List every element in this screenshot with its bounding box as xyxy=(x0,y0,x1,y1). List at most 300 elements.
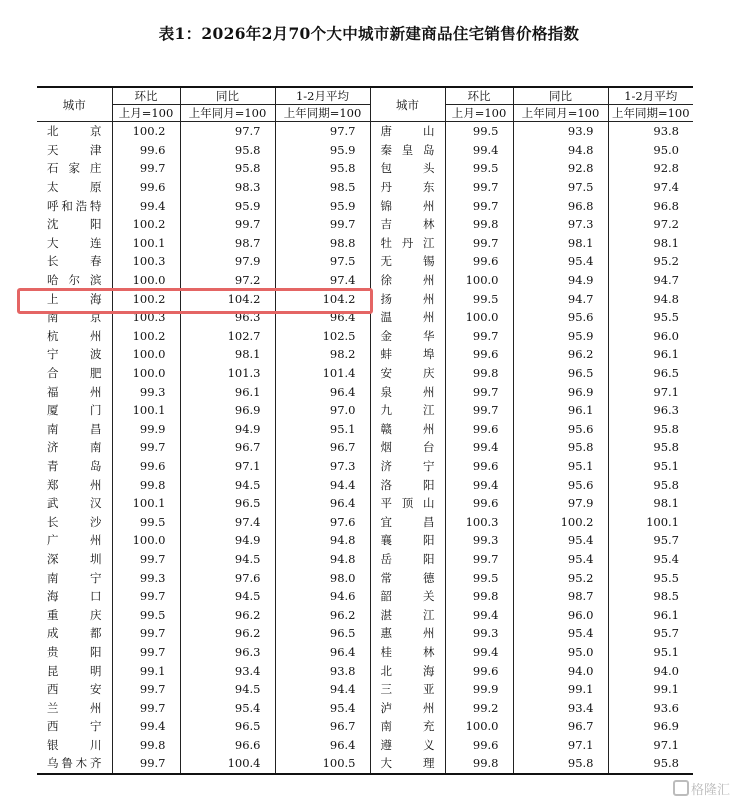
header-yoy-right: 同比 xyxy=(513,87,608,105)
cell-avg-right: 97.1 xyxy=(608,736,693,755)
cell-yoy-left: 96.2 xyxy=(180,605,275,624)
cell-yoy-left: 96.5 xyxy=(180,494,275,513)
cell-avg-left: 96.7 xyxy=(275,717,370,736)
table-row xyxy=(37,196,693,215)
cell-mom-left: 100.1 xyxy=(112,401,180,420)
cell-yoy-right: 94.0 xyxy=(513,661,608,680)
cell-mom-right: 99.6 xyxy=(445,736,513,755)
table-row xyxy=(37,141,693,160)
cell-city-left: 乌鲁木齐 xyxy=(37,754,112,774)
header-city-right: 城市 xyxy=(370,87,445,122)
cell-avg-left: 101.4 xyxy=(275,364,370,383)
cell-avg-left: 97.5 xyxy=(275,252,370,271)
table-row xyxy=(37,401,693,420)
highlight-box-shanghai xyxy=(17,288,373,314)
cell-yoy-right: 100.2 xyxy=(513,512,608,531)
cell-city-right: 锦州 xyxy=(370,196,445,215)
cell-city-left: 大连 xyxy=(47,235,102,250)
cell-yoy-left: 96.9 xyxy=(180,401,275,420)
cell-city-left: 贵阳 xyxy=(47,644,102,659)
cell-mom-left: 100.2 xyxy=(112,327,180,346)
cell-mom-right: 100.0 xyxy=(445,271,513,290)
cell-avg-left: 100.5 xyxy=(275,754,370,774)
cell-city-left: 成都 xyxy=(47,626,102,641)
cell-avg-left: 96.2 xyxy=(275,605,370,624)
table-row xyxy=(37,271,693,290)
cell-avg-right: 93.8 xyxy=(608,122,693,141)
cell-city-right: 扬州 xyxy=(370,289,445,308)
cell-yoy-right: 93.4 xyxy=(513,698,608,717)
cell-yoy-left: 96.3 xyxy=(180,308,275,327)
cell-avg-right: 97.2 xyxy=(608,215,693,234)
cell-city-right: 安庆 xyxy=(370,364,445,383)
cell-yoy-right: 94.9 xyxy=(513,271,608,290)
table-row xyxy=(37,457,693,476)
cell-mom-right: 99.6 xyxy=(445,494,513,513)
cell-avg-right: 99.1 xyxy=(608,680,693,699)
cell-city-right: 平顶山 xyxy=(370,494,445,513)
cell-avg-left: 95.9 xyxy=(275,196,370,215)
cell-avg-right: 96.1 xyxy=(608,345,693,364)
cell-yoy-right: 96.9 xyxy=(513,382,608,401)
cell-mom-right: 99.7 xyxy=(445,196,513,215)
cell-mom-right: 100.0 xyxy=(445,717,513,736)
cell-mom-right: 99.5 xyxy=(445,568,513,587)
cell-city-right: 韶关 xyxy=(370,587,445,606)
cell-yoy-right: 94.8 xyxy=(513,141,608,160)
table-row xyxy=(37,159,693,178)
cell-avg-left: 96.4 xyxy=(275,382,370,401)
cell-avg-left: 96.7 xyxy=(275,438,370,457)
cell-avg-left: 102.5 xyxy=(275,327,370,346)
cell-yoy-right: 95.6 xyxy=(513,308,608,327)
cell-avg-right: 96.0 xyxy=(608,327,693,346)
cell-city-right: 无锡 xyxy=(370,252,445,271)
cell-avg-right: 95.8 xyxy=(608,420,693,439)
cell-city-left: 哈尔滨 xyxy=(47,273,102,288)
cell-mom-right: 100.3 xyxy=(445,512,513,531)
cell-avg-right: 98.5 xyxy=(608,587,693,606)
cell-city-left: 合肥 xyxy=(47,366,102,381)
cell-mom-right: 99.7 xyxy=(445,550,513,569)
cell-mom-left: 100.1 xyxy=(112,234,180,253)
cell-city-left: 长沙 xyxy=(47,514,102,529)
cell-city-right: 湛江 xyxy=(370,605,445,624)
cell-avg-left: 98.5 xyxy=(275,178,370,197)
cell-city-left: 厦门 xyxy=(47,403,102,418)
cell-mom-left: 100.1 xyxy=(112,494,180,513)
cell-city-left: 天津 xyxy=(47,142,102,157)
cell-mom-left: 99.7 xyxy=(112,698,180,717)
cell-city-left: 呼和浩特 xyxy=(47,198,102,213)
cell-yoy-right: 96.7 xyxy=(513,717,608,736)
cell-mom-right: 99.7 xyxy=(445,401,513,420)
cell-avg-right: 95.8 xyxy=(608,438,693,457)
cell-city-left: 武汉 xyxy=(47,496,102,511)
cell-mom-right: 99.9 xyxy=(445,680,513,699)
cell-yoy-right: 95.0 xyxy=(513,643,608,662)
cell-yoy-right: 94.7 xyxy=(513,289,608,308)
header-yoy-left: 同比 xyxy=(180,87,275,105)
cell-yoy-right: 96.0 xyxy=(513,605,608,624)
watermark-logo-icon xyxy=(673,780,689,796)
table-row xyxy=(37,494,693,513)
cell-city-left: 郑州 xyxy=(47,477,102,492)
cell-avg-left: 98.0 xyxy=(275,568,370,587)
price-index-table xyxy=(37,86,693,775)
cell-avg-left: 96.5 xyxy=(275,624,370,643)
cell-city-left: 银川 xyxy=(47,737,102,752)
cell-yoy-left: 96.6 xyxy=(180,736,275,755)
cell-yoy-left: 96.3 xyxy=(180,643,275,662)
cell-yoy-right: 96.5 xyxy=(513,364,608,383)
cell-mom-right: 99.5 xyxy=(445,122,513,141)
cell-mom-left: 99.7 xyxy=(112,624,180,643)
cell-city-right: 唐山 xyxy=(370,122,445,141)
table-row xyxy=(37,234,693,253)
cell-city-right: 包头 xyxy=(370,159,445,178)
header-mom-base-right: 上月=100 xyxy=(445,105,513,122)
cell-yoy-left: 98.7 xyxy=(180,234,275,253)
cell-city-left: 杭州 xyxy=(47,328,102,343)
cell-city-right: 泸州 xyxy=(370,698,445,717)
cell-mom-right: 99.4 xyxy=(445,438,513,457)
cell-yoy-left: 95.8 xyxy=(180,159,275,178)
cell-mom-left: 100.3 xyxy=(112,252,180,271)
cell-yoy-right: 95.2 xyxy=(513,568,608,587)
cell-avg-right: 95.0 xyxy=(608,141,693,160)
table-row xyxy=(37,178,693,197)
cell-city-right: 徐州 xyxy=(370,271,445,290)
cell-avg-right: 93.6 xyxy=(608,698,693,717)
cell-city-left: 青岛 xyxy=(47,458,102,473)
header-mom-left: 环比 xyxy=(112,87,180,105)
cell-yoy-left: 97.2 xyxy=(180,271,275,290)
watermark xyxy=(673,779,730,798)
cell-mom-left: 99.7 xyxy=(112,754,180,774)
cell-mom-right: 99.8 xyxy=(445,364,513,383)
cell-avg-right: 92.8 xyxy=(608,159,693,178)
cell-yoy-right: 95.4 xyxy=(513,624,608,643)
cell-mom-right: 99.4 xyxy=(445,141,513,160)
cell-city-left: 重庆 xyxy=(47,607,102,622)
table-row xyxy=(37,717,693,736)
cell-city-right: 蚌埠 xyxy=(370,345,445,364)
cell-city-left: 沈阳 xyxy=(47,217,102,232)
cell-city-right: 常德 xyxy=(370,568,445,587)
cell-yoy-left: 95.9 xyxy=(180,196,275,215)
cell-avg-right: 100.1 xyxy=(608,512,693,531)
cell-yoy-left: 94.9 xyxy=(180,420,275,439)
cell-yoy-left: 94.5 xyxy=(180,587,275,606)
cell-mom-left: 99.8 xyxy=(112,736,180,755)
cell-mom-left: 100.0 xyxy=(112,271,180,290)
table-title: 表1：2026年2月70个大中城市新建商品住宅销售价格指数 xyxy=(158,24,580,43)
cell-avg-right: 94.0 xyxy=(608,661,693,680)
cell-city-right: 牡丹江 xyxy=(370,234,445,253)
table-row xyxy=(37,438,693,457)
table-row xyxy=(37,698,693,717)
cell-city-left: 太原 xyxy=(47,180,102,195)
cell-avg-right: 95.2 xyxy=(608,252,693,271)
cell-yoy-left: 97.9 xyxy=(180,252,275,271)
cell-mom-left: 99.5 xyxy=(112,512,180,531)
cell-mom-right: 99.4 xyxy=(445,605,513,624)
cell-yoy-right: 97.3 xyxy=(513,215,608,234)
table-row xyxy=(37,327,693,346)
cell-yoy-right: 95.6 xyxy=(513,420,608,439)
watermark-text: 格隆汇 xyxy=(690,783,730,798)
cell-mom-left: 99.9 xyxy=(112,420,180,439)
cell-city-right: 宜昌 xyxy=(370,512,445,531)
cell-mom-right: 99.2 xyxy=(445,698,513,717)
cell-mom-right: 99.3 xyxy=(445,624,513,643)
cell-mom-left: 99.7 xyxy=(112,159,180,178)
cell-avg-left: 95.9 xyxy=(275,141,370,160)
header-avg-base-left: 上年同期=100 xyxy=(275,105,370,122)
cell-avg-right: 95.7 xyxy=(608,531,693,550)
cell-city-right: 北海 xyxy=(370,661,445,680)
cell-mom-left: 99.7 xyxy=(112,438,180,457)
table-row xyxy=(37,661,693,680)
cell-avg-right: 95.5 xyxy=(608,308,693,327)
table-row xyxy=(37,122,693,141)
cell-avg-right: 95.4 xyxy=(608,550,693,569)
header-mom-right: 环比 xyxy=(445,87,513,105)
cell-yoy-left: 96.7 xyxy=(180,438,275,457)
cell-city-left: 南宁 xyxy=(47,570,102,585)
cell-city-right: 襄阳 xyxy=(370,531,445,550)
table-row xyxy=(37,605,693,624)
cell-mom-left: 99.3 xyxy=(112,568,180,587)
cell-yoy-left: 98.1 xyxy=(180,345,275,364)
header-mom-base-left: 上月=100 xyxy=(112,105,180,122)
cell-avg-left: 93.8 xyxy=(275,661,370,680)
cell-yoy-right: 99.1 xyxy=(513,680,608,699)
cell-avg-right: 95.8 xyxy=(608,475,693,494)
cell-yoy-left: 99.7 xyxy=(180,215,275,234)
cell-city-right: 南充 xyxy=(370,717,445,736)
cell-yoy-left: 98.3 xyxy=(180,178,275,197)
cell-mom-left: 100.0 xyxy=(112,531,180,550)
cell-avg-right: 95.1 xyxy=(608,457,693,476)
cell-yoy-left: 100.4 xyxy=(180,754,275,774)
cell-city-right: 赣州 xyxy=(370,420,445,439)
table-body xyxy=(37,122,693,774)
table-row xyxy=(37,754,693,774)
cell-yoy-left: 96.5 xyxy=(180,717,275,736)
cell-avg-right: 95.5 xyxy=(608,568,693,587)
cell-avg-left: 95.1 xyxy=(275,420,370,439)
cell-yoy-right: 98.7 xyxy=(513,587,608,606)
cell-mom-right: 99.3 xyxy=(445,531,513,550)
cell-avg-left: 95.8 xyxy=(275,159,370,178)
header-avg-left: 1-2月平均 xyxy=(275,87,370,105)
cell-yoy-right: 93.9 xyxy=(513,122,608,141)
cell-city-right: 济宁 xyxy=(370,457,445,476)
cell-mom-left: 100.0 xyxy=(112,364,180,383)
cell-mom-left: 100.2 xyxy=(112,122,180,141)
cell-yoy-right: 96.2 xyxy=(513,345,608,364)
cell-mom-left: 100.3 xyxy=(112,308,180,327)
cell-avg-right: 96.8 xyxy=(608,196,693,215)
cell-mom-right: 99.6 xyxy=(445,345,513,364)
cell-city-right: 秦皇岛 xyxy=(370,141,445,160)
cell-mom-right: 99.4 xyxy=(445,475,513,494)
cell-yoy-right: 95.6 xyxy=(513,475,608,494)
cell-yoy-left: 94.5 xyxy=(180,550,275,569)
cell-city-left: 南昌 xyxy=(47,421,102,436)
cell-yoy-left: 95.8 xyxy=(180,141,275,160)
cell-avg-right: 94.8 xyxy=(608,289,693,308)
cell-yoy-right: 96.1 xyxy=(513,401,608,420)
cell-city-left: 长春 xyxy=(47,254,102,269)
cell-city-left: 南京 xyxy=(47,310,102,325)
cell-mom-right: 99.5 xyxy=(445,289,513,308)
table-row xyxy=(37,624,693,643)
cell-city-left: 济南 xyxy=(47,440,102,455)
cell-yoy-left: 94.9 xyxy=(180,531,275,550)
cell-city-right: 九江 xyxy=(370,401,445,420)
cell-avg-right: 95.7 xyxy=(608,624,693,643)
cell-city-left: 西宁 xyxy=(47,719,102,734)
header-avg-base-right: 上年同期=100 xyxy=(608,105,693,122)
cell-city-left: 广州 xyxy=(47,533,102,548)
cell-yoy-left: 96.1 xyxy=(180,382,275,401)
cell-city-right: 惠州 xyxy=(370,624,445,643)
cell-city-right: 温州 xyxy=(370,308,445,327)
cell-city-right: 桂林 xyxy=(370,643,445,662)
cell-mom-right: 99.7 xyxy=(445,234,513,253)
cell-yoy-right: 95.4 xyxy=(513,550,608,569)
cell-mom-left: 99.4 xyxy=(112,717,180,736)
table-row xyxy=(37,420,693,439)
cell-avg-right: 98.1 xyxy=(608,234,693,253)
cell-city-right: 金华 xyxy=(370,327,445,346)
cell-avg-right: 95.1 xyxy=(608,643,693,662)
cell-yoy-right: 95.4 xyxy=(513,252,608,271)
table-row xyxy=(37,475,693,494)
cell-city-left: 昆明 xyxy=(47,663,102,678)
header-yoy-base-left: 上年同月=100 xyxy=(180,105,275,122)
cell-avg-left: 98.2 xyxy=(275,345,370,364)
cell-city-right: 岳阳 xyxy=(370,550,445,569)
cell-mom-right: 99.7 xyxy=(445,382,513,401)
cell-yoy-left: 95.4 xyxy=(180,698,275,717)
cell-city-right: 吉林 xyxy=(370,215,445,234)
cell-avg-right: 95.8 xyxy=(608,754,693,774)
cell-mom-right: 99.5 xyxy=(445,159,513,178)
cell-avg-left: 97.0 xyxy=(275,401,370,420)
cell-yoy-left: 104.2 xyxy=(180,289,275,308)
cell-yoy-left: 97.4 xyxy=(180,512,275,531)
cell-avg-left: 96.4 xyxy=(275,643,370,662)
table-row xyxy=(37,345,693,364)
cell-yoy-right: 98.1 xyxy=(513,234,608,253)
cell-yoy-right: 97.9 xyxy=(513,494,608,513)
cell-city-right: 烟台 xyxy=(370,438,445,457)
header-yoy-base-right: 上年同月=100 xyxy=(513,105,608,122)
cell-avg-left: 94.8 xyxy=(275,531,370,550)
cell-yoy-left: 102.7 xyxy=(180,327,275,346)
cell-avg-left: 97.4 xyxy=(275,271,370,290)
header-avg-right: 1-2月平均 xyxy=(608,87,693,105)
cell-avg-left: 96.4 xyxy=(275,308,370,327)
cell-avg-left: 94.8 xyxy=(275,550,370,569)
table-row xyxy=(37,643,693,662)
cell-mom-right: 99.6 xyxy=(445,252,513,271)
table-row xyxy=(37,680,693,699)
cell-avg-right: 96.5 xyxy=(608,364,693,383)
cell-yoy-right: 95.8 xyxy=(513,438,608,457)
cell-mom-left: 99.5 xyxy=(112,605,180,624)
table-row xyxy=(37,550,693,569)
table-row xyxy=(37,252,693,271)
cell-city-right: 丹东 xyxy=(370,178,445,197)
cell-yoy-left: 97.7 xyxy=(180,122,275,141)
cell-mom-left: 100.2 xyxy=(112,289,180,308)
cell-avg-left: 94.4 xyxy=(275,680,370,699)
header-city-left: 城市 xyxy=(37,87,112,122)
cell-mom-left: 99.7 xyxy=(112,643,180,662)
cell-city-right: 三亚 xyxy=(370,680,445,699)
cell-mom-right: 99.7 xyxy=(445,178,513,197)
cell-avg-right: 96.3 xyxy=(608,401,693,420)
cell-mom-left: 99.6 xyxy=(112,178,180,197)
cell-mom-right: 99.6 xyxy=(445,457,513,476)
cell-avg-right: 98.1 xyxy=(608,494,693,513)
cell-avg-left: 99.7 xyxy=(275,215,370,234)
cell-yoy-left: 97.1 xyxy=(180,457,275,476)
cell-city-right: 洛阳 xyxy=(370,475,445,494)
cell-mom-right: 100.0 xyxy=(445,308,513,327)
cell-yoy-right: 96.8 xyxy=(513,196,608,215)
cell-avg-left: 95.4 xyxy=(275,698,370,717)
cell-avg-right: 94.7 xyxy=(608,271,693,290)
table-row xyxy=(37,215,693,234)
cell-avg-left: 97.3 xyxy=(275,457,370,476)
cell-city-left: 福州 xyxy=(47,384,102,399)
cell-avg-left: 94.4 xyxy=(275,475,370,494)
cell-yoy-left: 94.5 xyxy=(180,680,275,699)
cell-yoy-left: 97.6 xyxy=(180,568,275,587)
cell-mom-right: 99.8 xyxy=(445,215,513,234)
cell-avg-right: 96.1 xyxy=(608,605,693,624)
cell-city-right: 泉州 xyxy=(370,382,445,401)
cell-avg-right: 96.9 xyxy=(608,717,693,736)
cell-mom-right: 99.6 xyxy=(445,661,513,680)
cell-mom-left: 99.4 xyxy=(112,196,180,215)
cell-city-right: 大理 xyxy=(370,754,445,774)
cell-mom-left: 99.7 xyxy=(112,587,180,606)
cell-mom-left: 100.2 xyxy=(112,215,180,234)
cell-yoy-right: 95.1 xyxy=(513,457,608,476)
cell-mom-left: 99.7 xyxy=(112,680,180,699)
cell-avg-left: 94.6 xyxy=(275,587,370,606)
table-row xyxy=(37,736,693,755)
cell-mom-left: 99.6 xyxy=(112,457,180,476)
table-row xyxy=(37,364,693,383)
cell-mom-right: 99.8 xyxy=(445,587,513,606)
cell-city-left: 海口 xyxy=(47,589,102,604)
cell-avg-left: 96.4 xyxy=(275,736,370,755)
cell-yoy-right: 95.4 xyxy=(513,531,608,550)
cell-mom-left: 99.1 xyxy=(112,661,180,680)
cell-mom-left: 99.6 xyxy=(112,141,180,160)
cell-city-left: 深圳 xyxy=(47,551,102,566)
table-row xyxy=(37,568,693,587)
cell-yoy-right: 95.9 xyxy=(513,327,608,346)
